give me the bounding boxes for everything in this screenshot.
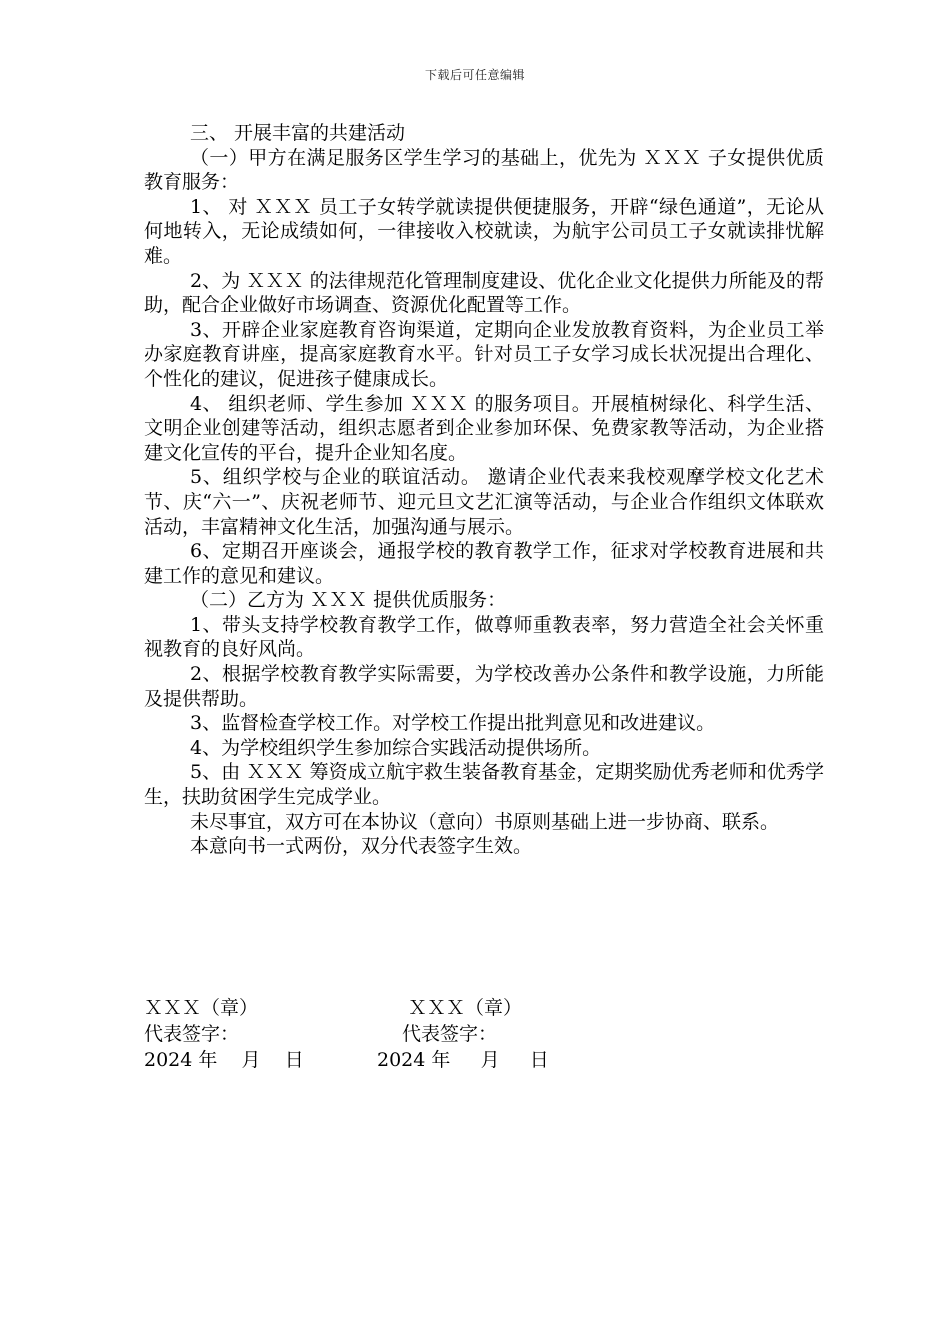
date-left: 2024 年 月 日	[144, 1049, 304, 1071]
paragraph-a3: 3、开辟企业家庭教育咨询渠道，定期向企业发放教育资料，为企业员工举办家庭教育讲座，提高家庭教育水平。针对员工子女学习成长状况提出合理化、个性化的建议，促进孩子健康成长。	[144, 318, 824, 390]
subsection-heading-party-b: （二）乙方为 ＸＸＸ 提供优质服务：	[190, 589, 507, 612]
date-right: 2024 年 月 日	[377, 1049, 549, 1071]
paragraph-b3: 3、监督检查学校工作。对学校工作提出批判意见和改进建议。	[190, 712, 716, 735]
seal-row	[144, 995, 824, 1021]
paragraph-b1: 1、带头支持学校教育教学工作，做尊师重教表率，努力营造全社会关怀重视教育的良好风尚。	[144, 613, 824, 661]
sign-right: 代表签字：	[402, 1023, 498, 1045]
paragraph-a1: 1、 对 ＸＸＸ 员工子女转学就读提供便捷服务，开辟“绿色通道”，无论从何地转入，无论成绩如何，一律接收入校就读，为航宇公司员工子女就读排忧解难。	[144, 195, 824, 267]
sign-row	[144, 1021, 824, 1047]
paragraph-effect: 本意向书一式两份，双分代表签字生效。	[190, 835, 533, 858]
document-body	[144, 121, 824, 859]
seal-left: ＸＸＸ（章）	[144, 997, 259, 1019]
paragraph-b4: 4、为学校组织学生参加综合实践活动提供场所。	[190, 736, 602, 759]
paragraph-a4: 4、 组织老师、学生参加 ＸＸＸ 的服务项目。开展植树绿化、科学生活、文明企业创建等活动，组织志愿者到企业参加环保、免费家教等活动，为企业搭建文化宣传的平台，提升企业知名度。	[144, 392, 824, 464]
paragraph-a2: 2、为 ＸＸＸ 的法律规范化管理制度建设、优化企业文化提供力所能及的帮助，配合企业做好市场调查、资源优化配置等工作。	[144, 269, 824, 317]
section-heading: 三、 开展丰富的共建活动	[190, 122, 406, 144]
subsection-heading-party-a: （一）甲方在满足服务区学生学习的基础上，优先为 ＸＸＸ 子女提供优质教育服务：	[144, 146, 824, 194]
paragraph-b5: 5、由 ＸＸＸ 筹资成立航宇救生装备教育基金，定期奖励优秀老师和优秀学生，扶助贫困学生完成学业。	[144, 761, 824, 809]
date-row	[144, 1047, 824, 1073]
paragraph-b2: 2、根据学校教育教学实际需要，为学校改善办公条件和教学设施，力所能及提供帮助。	[144, 663, 824, 710]
paragraph-misc: 未尽事宜，双方可在本协议（意向）书原则基础上进一步协商、联系。	[190, 810, 780, 833]
paragraph-a6: 6、定期召开座谈会，通报学校的教育教学工作，征求对学校教育进展和共建工作的意见和建议。	[144, 540, 824, 587]
seal-right: ＸＸＸ（章）	[408, 997, 523, 1019]
sign-left: 代表签字：	[144, 1023, 240, 1045]
page-header: 下载后可任意编辑	[424, 68, 525, 82]
paragraph-a5: 5、组织学校与企业的联谊活动。 邀请企业代表来我校观摩学校文化艺术节、庆“六一”、庆祝老师节、迎元旦文艺汇演等活动，与企业合作组织文体联欢活动，丰富精神文化生活，加强沟通与展示。	[144, 466, 824, 538]
signature-block	[144, 995, 824, 1073]
